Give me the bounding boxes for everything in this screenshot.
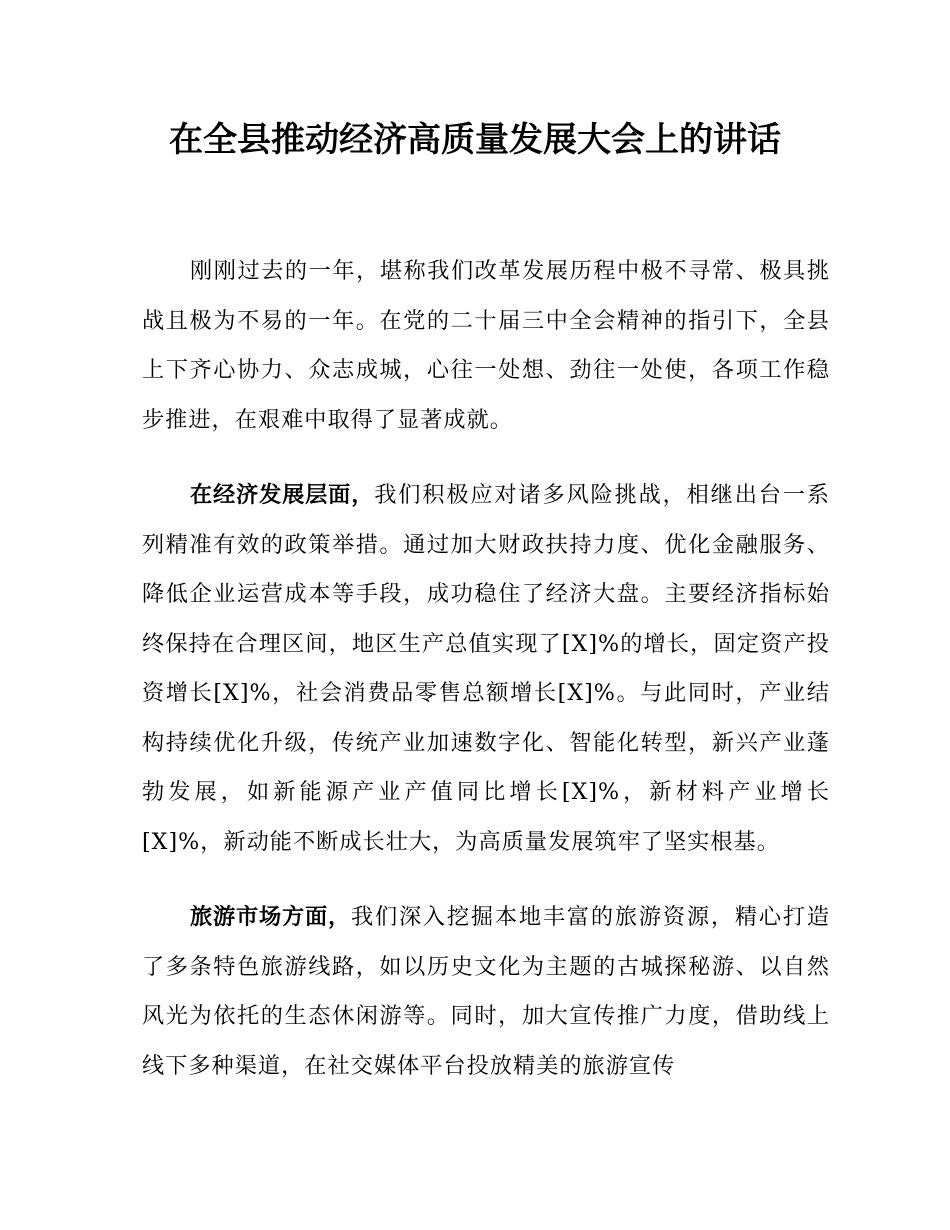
paragraph-lead: 在经济发展层面， [190,482,375,508]
paragraph-economy [142,471,830,867]
paragraph-lead: 旅游市场方面， [190,904,351,930]
speech-title: 在全县推动经济高质量发展大会上的讲话 [169,120,781,160]
paragraph-review [142,247,830,445]
paragraph-text: 我们积极应对诸多风险挑战，相继出台一系列精准有效的政策举措。通过加大财政扶持力度、优化金融服务、降低企业运营成本等手段，成功稳住了经济大盘。主要经济指标始终保持在合理区间，地区生产总值实现了[X]%的增长，固定资产投资增长[X]%，社会消费品零售总额增长[X]%。与此同时，产业结构持续优化升级，传统产业加速数字化、智能化转型，新兴产业蓬勃发展，如新能源产业产值同比增长[X]%，新材料产业增长[X]%，新动能不断成长壮大，为高质量发展筑牢了坚实根基。 [142,482,830,855]
paragraph-text: 刚刚过去的一年，堪称我们改革发展历程中极不寻常、极具挑战且极为不易的一年。在党的二十届三中全会精神的指引下，全县上下齐心协力、众志成城，心往一处想、劲往一处使，各项工作稳步推进，在艰难中取得了显著成就。 [142,258,830,433]
paragraph-text: 我们深入挖掘本地丰富的旅游资源，精心打造了多条特色旅游线路，如以历史文化为主题的古城探秘游、以自然风光为依托的生态休闲游等。同时，加大宣传推广力度，借助线上线下多种渠道，在社交媒体平台投放精美的旅游宣传 [142,904,831,1079]
paragraph-tourism [142,893,830,1091]
speech-body [142,247,830,1091]
